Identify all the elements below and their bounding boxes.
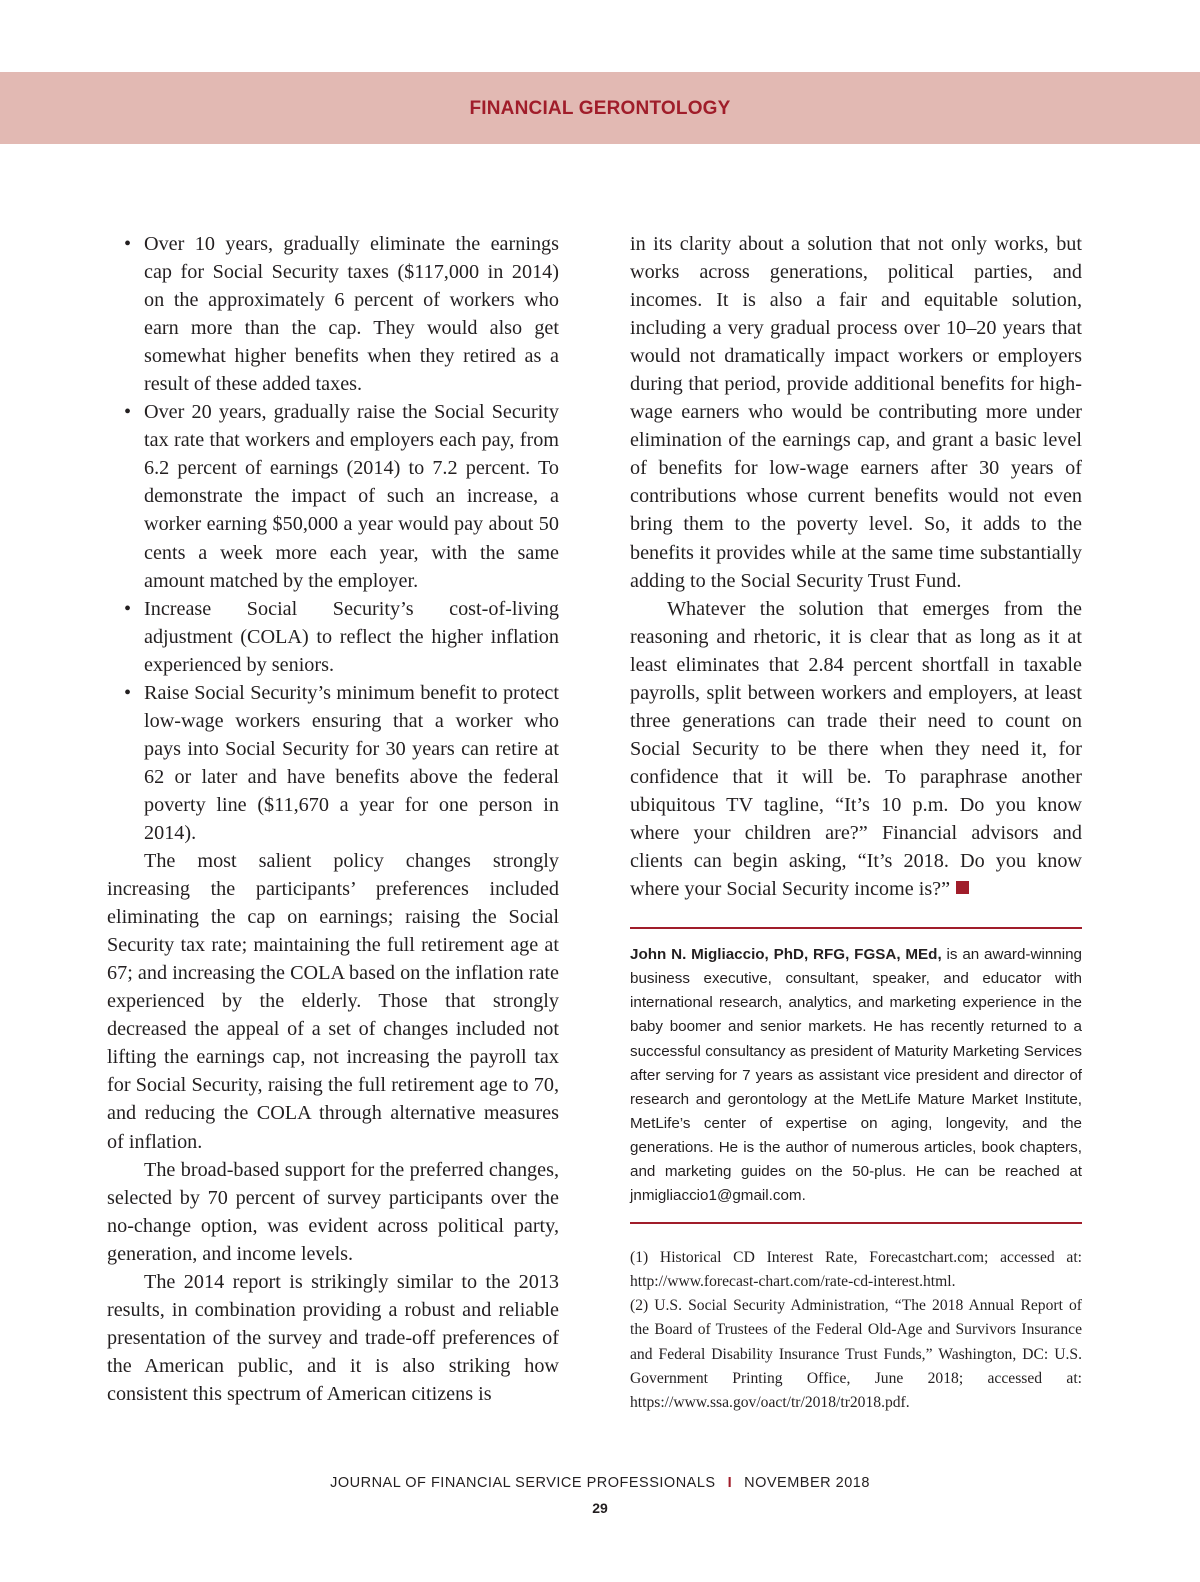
author-bio-text: is an award-winning business executive, consultant, speaker, and educator with international research, analytics, and marketing experience in the baby boomer and senior markets. He has recently returned to a successful consultancy as president of Maturity Marketing Services after serving for 7 years as assistant vice president and director of research and gerontology at the MetLife Mature Market Institute, MetLife’s center of expertise on aging, longevity, and the generations. He is the author of numerous articles, book chapters, and marketing guides on the 50-plus. He can be reached at jnmigliaccio1@gmail.com. [630, 946, 1082, 1205]
divider [630, 1222, 1082, 1224]
body-paragraph: in its clarity about a solution that not only works, but works across generations, political parties, and incomes. It is also a fair and equitable solution, including a very gradual process over 10–20 years that would not dramatically impact workers or employers during that period, provide additional benefits for high-wage earners who would be contributing more under elimination of the earnings cap, and grant a basic level of benefits for low-wage earners after 30 years of contributions whose current benefits would not even bring them to the poverty level. So, it adds to the benefits it provides while at the same time substantially adding to the Social Security Trust Fund. [630, 233, 1082, 592]
author-name: John N. Migliaccio, PhD, RFG, FGSA, MEd, [630, 946, 942, 964]
body-paragraph: The most salient policy changes strongly increasing the participants’ preferences included eliminating the cap on earnings; raising the Social Security tax rate; maintaining the full retirement age at 67; and increasing the COLA based on the inflation rate experienced by the elderly. Those that strongly decreased the appeal of a set of changes included not lifting the earnings cap, not increasing the payroll tax for Social Security, raising the full retirement age to 70, and reducing the COLA through alternative measures of inflation. [107, 850, 559, 1153]
endnote: (2) U.S. Social Security Administration, “The 2018 Annual Report of the Board of Trustees of the Federal Old-Age and Survivors Insurance and Federal Disability Insurance Trust Funds,” Washington, DC: U.S. Government Printing Office, June 2018; accessed at: https://www.ssa.gov/oact/tr/2018/tr2018.pdf. [630, 1297, 1082, 1411]
bullet-marker: • [124, 681, 132, 704]
list-item: • Over 20 years, gradually raise the Social Security tax rate that workers and employers each pay, from 6.2 percent of earnings (2014) to 7.2 percent. To demonstrate the impact of such an increase, a worker earning $50,000 a year would pay about 50 cents a week more each year, with the same amount matched by the employer. [107, 398, 559, 594]
page-footer [0, 1475, 1200, 1491]
bullet-marker: • [124, 401, 132, 424]
closing-paragraph: Whatever the solution that emerges from the reasoning and rhetoric, it is clear that as long as it at least eliminates that 2.84 percent shortfall in taxable payrolls, split between workers and employers, at least three generations can trade their need to count on Social Security to be there when they need it, for confidence that it will be. To paraphrase another ubiquitous TV tagline, “It’s 10 p.m. Do you know where your children are?” Financial advisors and clients can begin asking, “It’s 2018. Do you know where your Social Security income is?” [630, 597, 1082, 901]
journal-name: JOURNAL OF FINANCIAL SERVICE PROFESSIONALS [330, 1475, 716, 1491]
divider [630, 927, 1082, 929]
footer-separator: I [727, 1475, 733, 1491]
list-item: • Over 10 years, gradually eliminate the earnings cap for Social Security taxes ($117,000 in 2014) on the approximately 6 percent of workers who earn more than the cap. They would also get somewhat higher benefits when they retired as a result of these added taxes. [107, 230, 559, 398]
page-number: 29 [592, 1500, 608, 1516]
body-paragraph: The broad-based support for the preferred changes, selected by 70 percent of survey participants over the no-change option, was evident across political party, generation, and income levels. [107, 1158, 559, 1265]
right-column [630, 230, 1082, 1415]
left-column [107, 230, 559, 1408]
issue-date: NOVEMBER 2018 [744, 1475, 870, 1491]
bullet-marker: • [124, 233, 132, 255]
endnote: (1) Historical CD Interest Rate, Forecastchart.com; accessed at: http://www.forecast-chart.com/rate-cd-interest.html. [630, 1249, 1082, 1291]
list-item: • Increase Social Security’s cost-of-living adjustment (COLA) to reflect the higher inflation experienced by seniors. [107, 595, 559, 679]
section-header-band [0, 72, 1200, 144]
policy-bullet-list [107, 230, 559, 847]
section-title: FINANCIAL GERONTOLOGY [469, 98, 731, 119]
author-bio [630, 943, 1082, 1208]
body-paragraph: The 2014 report is strikingly similar to the 2013 results, in combination providing a robust and reliable presentation of the survey and trade-off preferences of the American public, and it is also striking how consistent this spectrum of American citizens is [107, 1270, 559, 1405]
endnotes [630, 1246, 1082, 1415]
bullet-marker: • [124, 597, 132, 620]
list-item: • Raise Social Security’s minimum benefit to protect low-wage workers ensuring that a worker who pays into Social Security for 30 years can retire at 62 or later and have benefits above the federal poverty line ($11,670 a year for one person in 2014). [107, 679, 559, 847]
end-of-article-square-icon [956, 881, 969, 894]
